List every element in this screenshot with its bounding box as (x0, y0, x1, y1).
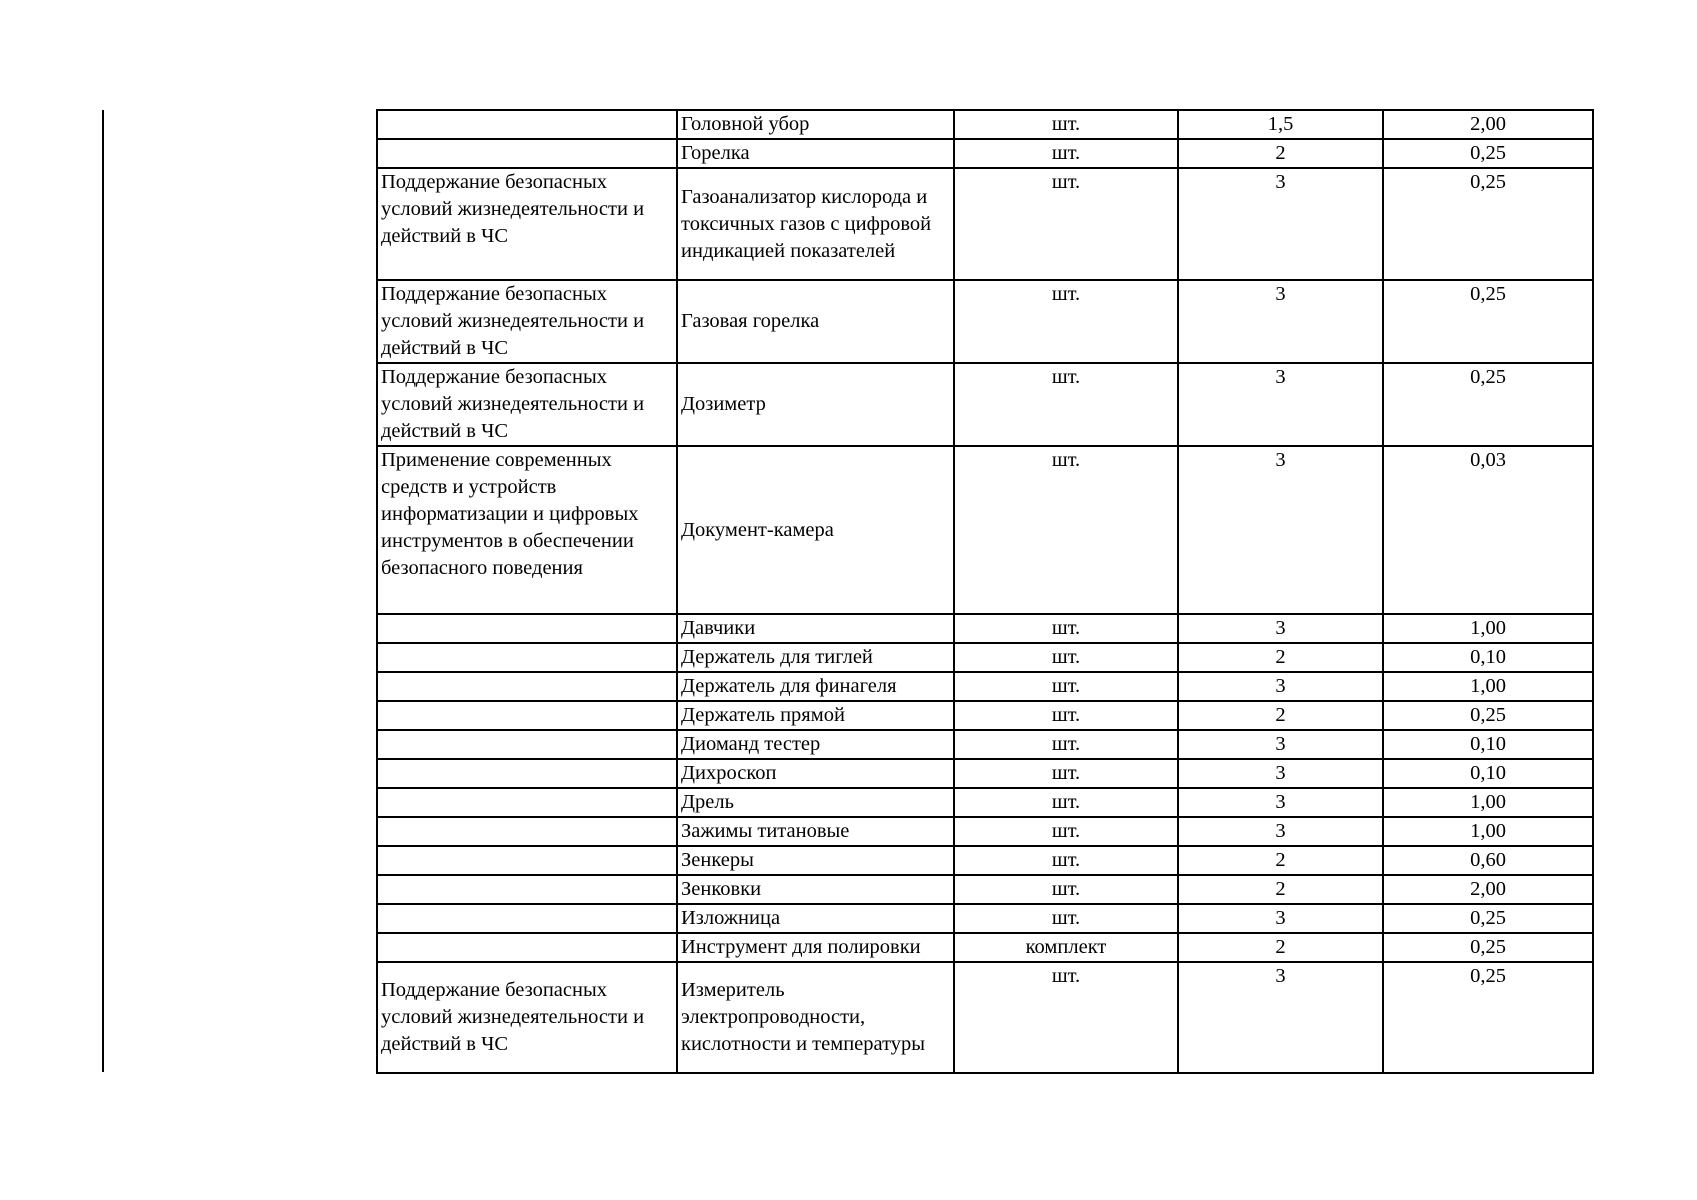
table-row (377, 280, 1593, 363)
quantity-cell: 2 (1178, 846, 1383, 875)
unit-cell: шт. (954, 280, 1178, 363)
norm-cell: 0,25 (1383, 280, 1593, 363)
item-name-cell: Диоманд тестер (677, 730, 954, 759)
unit-cell: шт. (954, 846, 1178, 875)
purpose-cell (377, 139, 677, 168)
item-name-cell: Зенковки (677, 875, 954, 904)
quantity-cell: 3 (1178, 446, 1383, 614)
norm-cell: 1,00 (1383, 672, 1593, 701)
item-name-cell: Горелка (677, 139, 954, 168)
quantity-cell: 3 (1178, 904, 1383, 933)
table-row (377, 933, 1593, 962)
norm-cell: 0,25 (1383, 933, 1593, 962)
unit-cell: шт. (954, 962, 1178, 1073)
quantity-cell: 3 (1178, 672, 1383, 701)
norm-cell: 0,25 (1383, 904, 1593, 933)
quantity-cell: 1,5 (1178, 110, 1383, 139)
purpose-cell: Применение современных средств и устройств информатизации и цифровых инструментов в обеспечении безопасного поведения (377, 446, 677, 614)
item-name-cell: Давчики (677, 614, 954, 643)
table-row (377, 643, 1593, 672)
unit-cell: шт. (954, 817, 1178, 846)
norm-cell: 0,10 (1383, 643, 1593, 672)
table-row (377, 904, 1593, 933)
table-row (377, 446, 1593, 614)
norm-cell: 0,25 (1383, 962, 1593, 1073)
norm-cell: 0,10 (1383, 730, 1593, 759)
unit-cell: шт. (954, 643, 1178, 672)
purpose-cell (377, 933, 677, 962)
norm-cell: 0,25 (1383, 363, 1593, 446)
purpose-cell (377, 614, 677, 643)
table-row (377, 614, 1593, 643)
norm-cell: 2,00 (1383, 110, 1593, 139)
table-row (377, 672, 1593, 701)
norm-cell: 0,25 (1383, 701, 1593, 730)
quantity-cell: 3 (1178, 759, 1383, 788)
item-name-cell: Держатель для тиглей (677, 643, 954, 672)
equipment-table (376, 109, 1594, 1074)
table-row (377, 962, 1593, 1073)
norm-cell: 1,00 (1383, 614, 1593, 643)
purpose-cell (377, 110, 677, 139)
unit-cell: шт. (954, 110, 1178, 139)
item-name-cell: Газоанализатор кислорода и токсичных газов с цифровой индикацией показателей (677, 168, 954, 280)
unit-cell: шт. (954, 363, 1178, 446)
unit-cell: шт. (954, 788, 1178, 817)
purpose-cell: Поддержание безопасных условий жизнедеятельности и действий в ЧС (377, 280, 677, 363)
item-name-cell: Держатель для финагеля (677, 672, 954, 701)
item-name-cell: Держатель прямой (677, 701, 954, 730)
unit-cell: комплект (954, 933, 1178, 962)
quantity-cell: 3 (1178, 363, 1383, 446)
table-row (377, 110, 1593, 139)
quantity-cell: 3 (1178, 962, 1383, 1073)
quantity-cell: 2 (1178, 139, 1383, 168)
table-row (377, 363, 1593, 446)
table-row (377, 139, 1593, 168)
item-name-cell: Измеритель электропроводности, кислотности и температуры (677, 962, 954, 1073)
quantity-cell: 3 (1178, 168, 1383, 280)
unit-cell: шт. (954, 168, 1178, 280)
quantity-cell: 2 (1178, 643, 1383, 672)
table-row (377, 730, 1593, 759)
table-row (377, 759, 1593, 788)
norm-cell: 0,25 (1383, 168, 1593, 280)
purpose-cell (377, 643, 677, 672)
quantity-cell: 3 (1178, 614, 1383, 643)
item-name-cell: Инструмент для полировки (677, 933, 954, 962)
table-row (377, 168, 1593, 280)
norm-cell: 0,25 (1383, 139, 1593, 168)
purpose-cell (377, 875, 677, 904)
unit-cell: шт. (954, 904, 1178, 933)
quantity-cell: 2 (1178, 875, 1383, 904)
table-row (377, 875, 1593, 904)
page-margin-line (102, 110, 104, 1072)
item-name-cell: Зажимы титановые (677, 817, 954, 846)
purpose-cell: Поддержание безопасных условий жизнедеятельности и действий в ЧС (377, 363, 677, 446)
item-name-cell: Головной убор (677, 110, 954, 139)
norm-cell: 0,60 (1383, 846, 1593, 875)
purpose-cell (377, 759, 677, 788)
purpose-cell (377, 701, 677, 730)
item-name-cell: Документ-камера (677, 446, 954, 614)
norm-cell: 0,10 (1383, 759, 1593, 788)
item-name-cell: Изложница (677, 904, 954, 933)
item-name-cell: Дихроскоп (677, 759, 954, 788)
unit-cell: шт. (954, 672, 1178, 701)
item-name-cell: Газовая горелка (677, 280, 954, 363)
purpose-cell (377, 904, 677, 933)
table-row (377, 701, 1593, 730)
unit-cell: шт. (954, 701, 1178, 730)
purpose-cell (377, 846, 677, 875)
purpose-cell: Поддержание безопасных условий жизнедеятельности и действий в ЧС (377, 962, 677, 1073)
norm-cell: 2,00 (1383, 875, 1593, 904)
unit-cell: шт. (954, 446, 1178, 614)
purpose-cell: Поддержание безопасных условий жизнедеятельности и действий в ЧС (377, 168, 677, 280)
norm-cell: 1,00 (1383, 817, 1593, 846)
norm-cell: 1,00 (1383, 788, 1593, 817)
table-row (377, 788, 1593, 817)
item-name-cell: Дрель (677, 788, 954, 817)
quantity-cell: 3 (1178, 730, 1383, 759)
norm-cell: 0,03 (1383, 446, 1593, 614)
unit-cell: шт. (954, 614, 1178, 643)
purpose-cell (377, 730, 677, 759)
quantity-cell: 2 (1178, 933, 1383, 962)
unit-cell: шт. (954, 139, 1178, 168)
quantity-cell: 2 (1178, 701, 1383, 730)
quantity-cell: 3 (1178, 280, 1383, 363)
item-name-cell: Дозиметр (677, 363, 954, 446)
table-row (377, 846, 1593, 875)
purpose-cell (377, 788, 677, 817)
unit-cell: шт. (954, 730, 1178, 759)
quantity-cell: 3 (1178, 788, 1383, 817)
table-row (377, 817, 1593, 846)
purpose-cell (377, 672, 677, 701)
quantity-cell: 3 (1178, 817, 1383, 846)
purpose-cell (377, 817, 677, 846)
unit-cell: шт. (954, 875, 1178, 904)
unit-cell: шт. (954, 759, 1178, 788)
item-name-cell: Зенкеры (677, 846, 954, 875)
